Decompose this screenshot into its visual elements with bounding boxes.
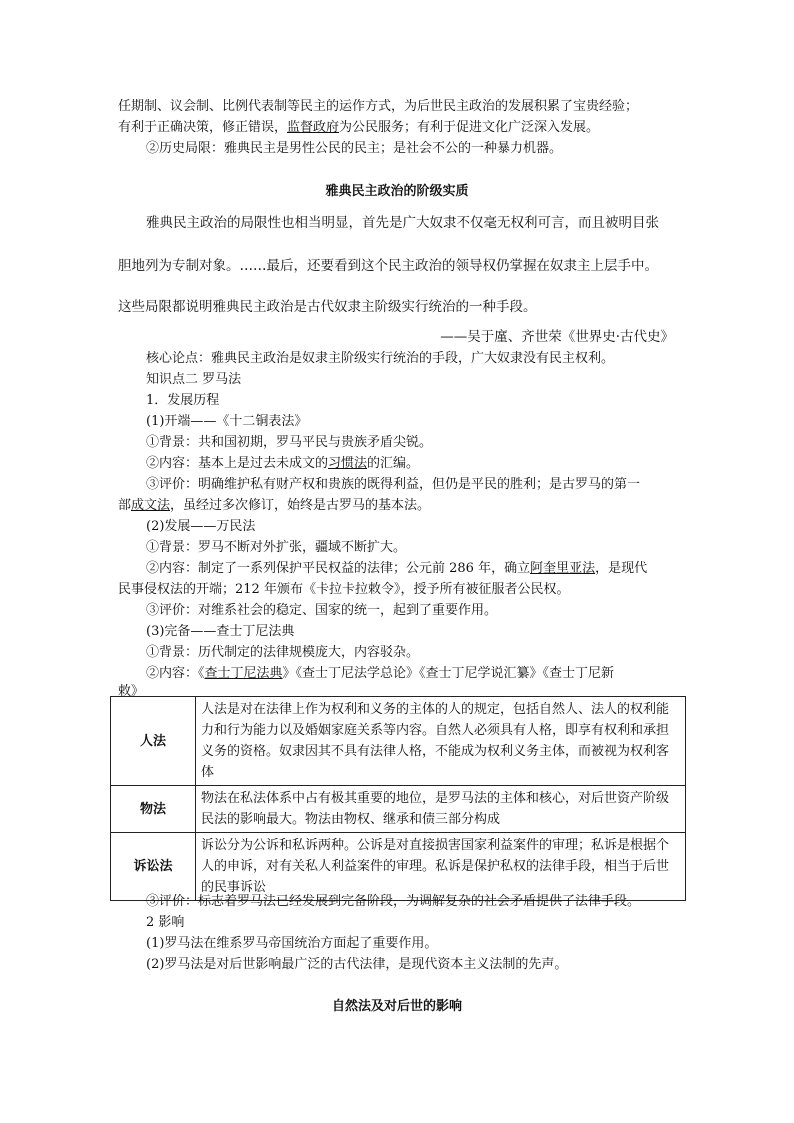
table-cell: 人法是对在法律上作为权利和义务的主体的人的规定，包括自然人、法人的权利能力和行为能力以及婚姻家庭关系等内容。自然人必须具有人格，即享有权利和承担义务的资格。奴隶因其不具有法律人格，不能成为权利义务主体，而被视为权利客体 — [196, 697, 686, 786]
item-line: ③评价：对维系社会的稳定、国家的统一，起到了重要作用。 — [146, 603, 498, 618]
underlined-term: 阿奎里亚法 — [530, 561, 596, 576]
quote-source: ——吴于廑、齐世荣《世界史·古代史》 — [440, 329, 674, 345]
item-line: ①背景：罗马不断对外扩张，疆域不断扩大。 — [146, 540, 407, 555]
table-row — [111, 697, 686, 786]
core-argument: 核心论点：雅典民主政治是奴隶主阶级实行统治的手段，广大奴隶没有民主权利。 — [146, 351, 615, 366]
paragraph-line: 有利于正确决策，修正错误，监督政府为公民服务；有利于促进文化广泛深入发展。 — [118, 120, 600, 135]
table-key: 物法 — [111, 786, 196, 833]
section-title: 自然法及对后世的影响 — [331, 999, 462, 1014]
paragraph-line: ②历史局限：雅典民主是男性公民的民主；是社会不公的一种暴力机器。 — [146, 141, 563, 156]
underlined-term: 成文法 — [131, 498, 171, 513]
item-heading: (1)开端——《十二铜表法》 — [146, 414, 308, 429]
table-cell: 诉讼分为公诉和私诉两种。公诉是对直接损害国家利益案件的审理；私诉是根据个人的申诉，对有关私人利益案件的审理。私诉是保护私权的法律手段，相当于后世的民事诉讼 — [196, 833, 686, 901]
item-line: ①背景：历代制定的法律规模庞大，内容驳杂。 — [146, 645, 420, 660]
table-key: 人法 — [111, 697, 196, 786]
item-line: ③评价：标志着罗马法已经发展到完备阶段，为调解复杂的社会矛盾提供了法律手段。 — [146, 894, 641, 909]
table-row — [111, 833, 686, 901]
item-heading: (3)完备——查士丁尼法典 — [146, 624, 295, 639]
quote-line: 这些局限都说明雅典民主政治是古代奴隶主阶级实行统治的一种手段。 — [118, 299, 537, 315]
table-cell: 物法在私法体系中占有极其重要的地位，是罗马法的主体和核心，对后世资产阶级民法的影响最大。物法由物权、继承和债三部分构成 — [196, 786, 686, 833]
underlined-term: 查士丁尼法典 — [204, 666, 283, 681]
item-line: ①背景：共和国初期，罗马平民与贵族矛盾尖锐。 — [146, 435, 433, 450]
quote-line: 胆地列为专制对象。……最后，还要看到这个民主政治的领导权仍掌握在奴隶主上层手中。 — [118, 258, 658, 274]
item-line: 部成文法，虽经过多次修订，始终是古罗马的基本法。 — [118, 498, 431, 513]
item-line: ②内容：制定了一系列保护平民权益的法律；公元前 286 年，确立阿奎里亚法，是现代 — [146, 561, 648, 576]
table-row — [111, 786, 686, 833]
underlined-term: 习惯法 — [328, 456, 368, 471]
item-line: ②内容：基本上是过去未成文的习惯法的汇编。 — [146, 456, 420, 471]
item-line: (2)罗马法是对后世影响最广泛的古代法律，是现代资本主义法制的先声。 — [146, 957, 568, 972]
item-heading: (2)发展——万民法 — [146, 519, 256, 534]
subsection-heading: 2 影响 — [146, 915, 185, 930]
knowledge-point-heading: 知识点二 罗马法 — [146, 372, 242, 387]
underlined-term: 监督政府 — [287, 120, 340, 135]
item-line: 敕》 — [118, 684, 145, 699]
item-line: ③评价：明确维护私有财产权和贵族的既得利益，但仍是平民的胜利；是古罗马的第一 — [146, 477, 641, 492]
subsection-heading: 1．发展历程 — [146, 393, 220, 408]
roman-law-table — [110, 696, 686, 901]
item-line: (1)罗马法在维系罗马帝国统治方面起了重要作用。 — [146, 936, 438, 951]
item-line: 民事侵权法的开端；212 年颁布《卡拉卡拉敕令》，授予所有被征服者公民权。 — [118, 582, 570, 597]
section-title: 雅典民主政治的阶级实质 — [325, 184, 469, 199]
item-line: ②内容：《查士丁尼法典》《查士丁尼法学总论》《查士丁尼学说汇纂》《查士丁尼新 — [146, 666, 615, 681]
paragraph-line: 任期制、议会制、比例代表制等民主的运作方式，为后世民主政治的发展积累了宝贵经验； — [118, 99, 639, 114]
quote-line: 雅典民主政治的局限性也相当明显，首先是广大奴隶不仅毫无权利可言，而且被明目张 — [146, 215, 659, 231]
table-key: 诉讼法 — [111, 833, 196, 901]
